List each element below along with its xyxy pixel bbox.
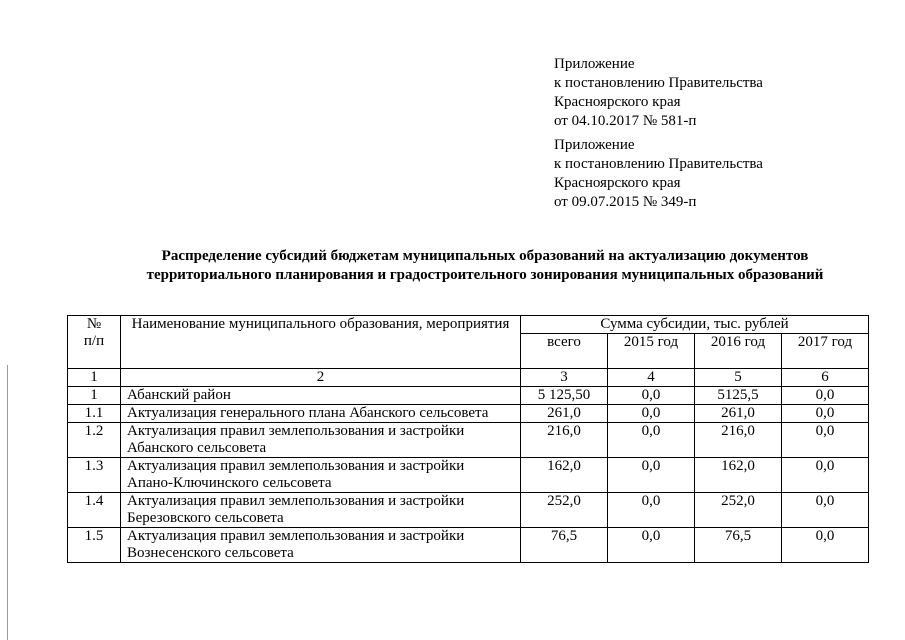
row-name-line: Актуализация правил землепользования и застройки [127, 493, 465, 509]
header-total: всего [521, 334, 608, 369]
subsidies-table [67, 315, 869, 563]
row-2016: 216,0 [695, 423, 782, 458]
header-2016: 2016 год [695, 334, 782, 369]
table-row [68, 423, 869, 458]
row-name-line: Абанского сельсовета [127, 440, 267, 456]
row-2016: 76,5 [695, 528, 782, 563]
row-name-line: Актуализация правил землепользования и застройки [127, 528, 465, 544]
row-2017: 0,0 [782, 387, 869, 405]
appendix-line: к постановлению Правительства [554, 75, 763, 91]
appendix-line: Красноярского края [554, 175, 681, 191]
appendix-line: Приложение [554, 137, 635, 153]
row-2017: 0,0 [782, 493, 869, 528]
row-num: 1.3 [68, 458, 121, 493]
header-2015: 2015 год [608, 334, 695, 369]
row-total: 162,0 [521, 458, 608, 493]
row-name [121, 528, 521, 563]
scan-edge-line [7, 365, 8, 640]
row-2015: 0,0 [608, 387, 695, 405]
row-total: 5 125,50 [521, 387, 608, 405]
row-name-line: Вознесенского сельсовета [127, 545, 294, 561]
header-num-cell [68, 316, 121, 369]
row-name-line: Актуализация генерального плана Абанского сельсовета [127, 405, 489, 421]
appendix-block-2015 [554, 136, 763, 212]
col-number: 2 [121, 369, 521, 387]
row-num: 1.2 [68, 423, 121, 458]
row-2017: 0,0 [782, 405, 869, 423]
row-name [121, 405, 521, 423]
column-number-row [68, 369, 869, 387]
document-title [60, 247, 905, 285]
row-2017: 0,0 [782, 423, 869, 458]
row-name [121, 387, 521, 405]
table-row [68, 405, 869, 423]
row-2016: 261,0 [695, 405, 782, 423]
document-title-line: Распределение субсидий бюджетам муниципальных образований на актуализацию документов [161, 248, 809, 264]
row-total: 252,0 [521, 493, 608, 528]
col-number: 5 [695, 369, 782, 387]
appendix-line: от 09.07.2015 № 349-п [554, 194, 697, 210]
row-name-line: Актуализация правил землепользования и застройки [127, 423, 465, 439]
row-2016: 252,0 [695, 493, 782, 528]
row-name-line: Абанский район [127, 387, 231, 403]
row-2017: 0,0 [782, 458, 869, 493]
row-2015: 0,0 [608, 423, 695, 458]
table-header-row [68, 316, 869, 334]
table-row [68, 387, 869, 405]
row-2016: 162,0 [695, 458, 782, 493]
header-num-sub: п/п [83, 333, 105, 349]
col-number: 6 [782, 369, 869, 387]
row-total: 216,0 [521, 423, 608, 458]
header-amount-group: Сумма субсидии, тыс. рублей [521, 316, 869, 334]
row-name-line: Актуализация правил землепользования и застройки [127, 458, 465, 474]
appendix-line: к постановлению Правительства [554, 156, 763, 172]
col-number: 1 [68, 369, 121, 387]
document-title-line: территориального планирования и градостроительного зонирования муниципальных образований [146, 267, 824, 283]
row-2016: 5125,5 [695, 387, 782, 405]
row-name [121, 493, 521, 528]
row-2015: 0,0 [608, 405, 695, 423]
col-number: 3 [521, 369, 608, 387]
row-name [121, 458, 521, 493]
header-name: Наименование муниципального образования, мероприятия [121, 316, 521, 369]
appendix-line: Красноярского края [554, 94, 681, 110]
row-name-line: Березовского сельсовета [127, 510, 284, 526]
row-2015: 0,0 [608, 458, 695, 493]
row-2017: 0,0 [782, 528, 869, 563]
table-row [68, 458, 869, 493]
row-num: 1.4 [68, 493, 121, 528]
appendix-line: от 04.10.2017 № 581-п [554, 113, 697, 129]
row-num: 1 [68, 387, 121, 405]
row-2015: 0,0 [608, 528, 695, 563]
row-total: 76,5 [521, 528, 608, 563]
table-row [68, 528, 869, 563]
col-number: 4 [608, 369, 695, 387]
row-name-line: Апано-Ключинского сельсовета [127, 475, 332, 491]
header-num: № [86, 316, 102, 332]
row-2015: 0,0 [608, 493, 695, 528]
row-total: 261,0 [521, 405, 608, 423]
appendix-block-2017 [554, 55, 763, 131]
row-num: 1.5 [68, 528, 121, 563]
row-name [121, 423, 521, 458]
row-num: 1.1 [68, 405, 121, 423]
header-2017: 2017 год [782, 334, 869, 369]
appendix-line: Приложение [554, 56, 635, 72]
table-row [68, 493, 869, 528]
